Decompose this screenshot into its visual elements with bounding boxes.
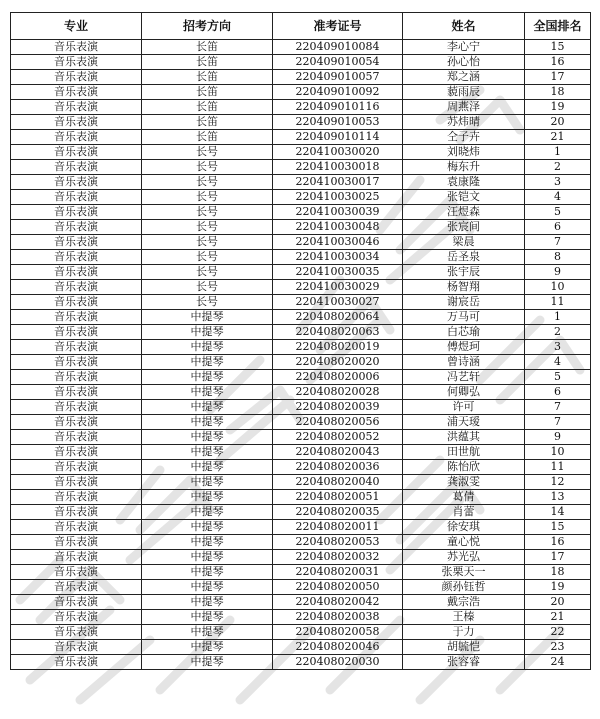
- cell-rank: 16: [525, 55, 591, 70]
- cell-exam-number: 220409010084: [273, 40, 403, 55]
- cell-major: 音乐表演: [11, 610, 142, 625]
- cell-rank: 20: [525, 115, 591, 130]
- cell-exam-number: 220410030020: [273, 145, 403, 160]
- table-row: [11, 610, 591, 625]
- cell-rank: 4: [525, 355, 591, 370]
- cell-rank: 7: [525, 400, 591, 415]
- cell-major: 音乐表演: [11, 100, 142, 115]
- cell-exam-number: 220408020040: [273, 475, 403, 490]
- cell-major: 音乐表演: [11, 655, 142, 670]
- cell-rank: 11: [525, 295, 591, 310]
- cell-exam-number: 220410030046: [273, 235, 403, 250]
- cell-name: 田世航: [403, 445, 525, 460]
- cell-exam-number: 220408020039: [273, 400, 403, 415]
- cell-major: 音乐表演: [11, 340, 142, 355]
- cell-name: 王榛: [403, 610, 525, 625]
- cell-name: 苏炜晴: [403, 115, 525, 130]
- cell-name: 浦天瑷: [403, 415, 525, 430]
- cell-major: 音乐表演: [11, 130, 142, 145]
- cell-major: 音乐表演: [11, 265, 142, 280]
- cell-major: 音乐表演: [11, 190, 142, 205]
- table-row: [11, 70, 591, 85]
- cell-major: 音乐表演: [11, 250, 142, 265]
- cell-rank: 10: [525, 445, 591, 460]
- cell-major: 音乐表演: [11, 325, 142, 340]
- cell-rank: 5: [525, 370, 591, 385]
- cell-direction: 中提琴: [142, 490, 273, 505]
- cell-name: 张铠文: [403, 190, 525, 205]
- table-row: [11, 55, 591, 70]
- cell-rank: 5: [525, 205, 591, 220]
- table-row: [11, 415, 591, 430]
- cell-major: 音乐表演: [11, 535, 142, 550]
- cell-direction: 中提琴: [142, 445, 273, 460]
- table-row: [11, 100, 591, 115]
- cell-exam-number: 220408020046: [273, 640, 403, 655]
- cell-name: 白芯瑜: [403, 325, 525, 340]
- cell-exam-number: 220410030029: [273, 280, 403, 295]
- cell-major: 音乐表演: [11, 175, 142, 190]
- table-row: [11, 385, 591, 400]
- cell-exam-number: 220408020030: [273, 655, 403, 670]
- cell-direction: 中提琴: [142, 505, 273, 520]
- cell-direction: 中提琴: [142, 475, 273, 490]
- cell-name: 仝子卉: [403, 130, 525, 145]
- cell-rank: 21: [525, 610, 591, 625]
- cell-major: 音乐表演: [11, 505, 142, 520]
- table-row: [11, 445, 591, 460]
- cell-name: 戴宗浩: [403, 595, 525, 610]
- cell-name: 梁晨: [403, 235, 525, 250]
- cell-direction: 长笛: [142, 115, 273, 130]
- cell-major: 音乐表演: [11, 595, 142, 610]
- cell-name: 龚淑雯: [403, 475, 525, 490]
- cell-name: 颜孙钰哲: [403, 580, 525, 595]
- cell-direction: 中提琴: [142, 400, 273, 415]
- table-row: [11, 190, 591, 205]
- cell-direction: 长笛: [142, 100, 273, 115]
- cell-exam-number: 220408020052: [273, 430, 403, 445]
- cell-exam-number: 220408020043: [273, 445, 403, 460]
- cell-rank: 15: [525, 40, 591, 55]
- cell-rank: 6: [525, 220, 591, 235]
- cell-direction: 长笛: [142, 85, 273, 100]
- table-row: [11, 310, 591, 325]
- cell-rank: 10: [525, 280, 591, 295]
- cell-major: 音乐表演: [11, 205, 142, 220]
- cell-major: 音乐表演: [11, 370, 142, 385]
- cell-direction: 中提琴: [142, 565, 273, 580]
- cell-major: 音乐表演: [11, 115, 142, 130]
- cell-major: 音乐表演: [11, 295, 142, 310]
- cell-major: 音乐表演: [11, 490, 142, 505]
- cell-exam-number: 220409010054: [273, 55, 403, 70]
- cell-rank: 3: [525, 175, 591, 190]
- table-row: [11, 640, 591, 655]
- table-row: [11, 565, 591, 580]
- cell-major: 音乐表演: [11, 565, 142, 580]
- cell-major: 音乐表演: [11, 460, 142, 475]
- cell-direction: 长号: [142, 280, 273, 295]
- cell-rank: 2: [525, 160, 591, 175]
- cell-direction: 中提琴: [142, 355, 273, 370]
- cell-rank: 18: [525, 85, 591, 100]
- table-row: [11, 355, 591, 370]
- table-row: [11, 205, 591, 220]
- cell-rank: 1: [525, 145, 591, 160]
- table-row: [11, 460, 591, 475]
- cell-major: 音乐表演: [11, 520, 142, 535]
- cell-rank: 1: [525, 310, 591, 325]
- cell-exam-number: 220410030025: [273, 190, 403, 205]
- cell-name: 徐安琪: [403, 520, 525, 535]
- table-row: [11, 475, 591, 490]
- cell-direction: 长号: [142, 145, 273, 160]
- cell-major: 音乐表演: [11, 55, 142, 70]
- cell-exam-number: 220408020053: [273, 535, 403, 550]
- cell-direction: 中提琴: [142, 610, 273, 625]
- table-row: [11, 370, 591, 385]
- cell-name: 孙心怡: [403, 55, 525, 70]
- cell-name: 郑之涵: [403, 70, 525, 85]
- table-row: [11, 160, 591, 175]
- table-row: [11, 580, 591, 595]
- table-row: [11, 220, 591, 235]
- table-row: [11, 550, 591, 565]
- cell-name: 傅煜珂: [403, 340, 525, 355]
- table-row: [11, 115, 591, 130]
- cell-rank: 8: [525, 250, 591, 265]
- table-row: [11, 265, 591, 280]
- cell-name: 胡毓恺: [403, 640, 525, 655]
- cell-direction: 长号: [142, 235, 273, 250]
- cell-direction: 长笛: [142, 55, 273, 70]
- cell-direction: 中提琴: [142, 385, 273, 400]
- cell-name: 于力: [403, 625, 525, 640]
- cell-direction: 中提琴: [142, 640, 273, 655]
- header-national-rank: 全国排名: [525, 13, 591, 40]
- cell-rank: 20: [525, 595, 591, 610]
- cell-rank: 24: [525, 655, 591, 670]
- cell-major: 音乐表演: [11, 430, 142, 445]
- table-row: [11, 595, 591, 610]
- cell-exam-number: 220408020019: [273, 340, 403, 355]
- cell-exam-number: 220408020032: [273, 550, 403, 565]
- cell-name: 刘晓炜: [403, 145, 525, 160]
- cell-name: 梅东升: [403, 160, 525, 175]
- table-row: [11, 655, 591, 670]
- cell-rank: 9: [525, 265, 591, 280]
- cell-direction: 长号: [142, 160, 273, 175]
- cell-exam-number: 220408020006: [273, 370, 403, 385]
- cell-exam-number: 220408020031: [273, 565, 403, 580]
- cell-direction: 中提琴: [142, 580, 273, 595]
- table-row: [11, 325, 591, 340]
- cell-direction: 长号: [142, 175, 273, 190]
- cell-direction: 中提琴: [142, 310, 273, 325]
- cell-name: 陈怡欣: [403, 460, 525, 475]
- cell-name: 汪煜森: [403, 205, 525, 220]
- cell-direction: 长号: [142, 265, 273, 280]
- table-row: [11, 130, 591, 145]
- cell-major: 音乐表演: [11, 400, 142, 415]
- cell-major: 音乐表演: [11, 220, 142, 235]
- table-row: [11, 340, 591, 355]
- table-body: [11, 40, 591, 670]
- cell-exam-number: 220408020058: [273, 625, 403, 640]
- cell-direction: 长号: [142, 190, 273, 205]
- cell-direction: 中提琴: [142, 340, 273, 355]
- cell-major: 音乐表演: [11, 550, 142, 565]
- cell-name: 冯艺轩: [403, 370, 525, 385]
- cell-major: 音乐表演: [11, 160, 142, 175]
- cell-direction: 长号: [142, 295, 273, 310]
- cell-exam-number: 220410030039: [273, 205, 403, 220]
- cell-name: 童心悦: [403, 535, 525, 550]
- header-exam-number: 准考证号: [273, 13, 403, 40]
- cell-major: 音乐表演: [11, 280, 142, 295]
- cell-rank: 17: [525, 70, 591, 85]
- table-row: [11, 520, 591, 535]
- cell-rank: 16: [525, 535, 591, 550]
- cell-direction: 中提琴: [142, 655, 273, 670]
- cell-exam-number: 220410030027: [273, 295, 403, 310]
- cell-rank: 13: [525, 490, 591, 505]
- table-row: [11, 430, 591, 445]
- cell-direction: 长笛: [142, 70, 273, 85]
- cell-rank: 9: [525, 430, 591, 445]
- table-row: [11, 40, 591, 55]
- table-row: [11, 625, 591, 640]
- cell-exam-number: 220409010053: [273, 115, 403, 130]
- table-header-row: [11, 13, 591, 40]
- cell-direction: 中提琴: [142, 415, 273, 430]
- cell-rank: 22: [525, 625, 591, 640]
- cell-exam-number: 220408020035: [273, 505, 403, 520]
- cell-exam-number: 220410030035: [273, 265, 403, 280]
- cell-direction: 中提琴: [142, 520, 273, 535]
- cell-name: 岳圣泉: [403, 250, 525, 265]
- cell-exam-number: 220408020063: [273, 325, 403, 340]
- table-row: [11, 145, 591, 160]
- cell-name: 许可: [403, 400, 525, 415]
- table-row: [11, 505, 591, 520]
- cell-direction: 中提琴: [142, 430, 273, 445]
- cell-rank: 15: [525, 520, 591, 535]
- table-row: [11, 175, 591, 190]
- cell-name: 袁康隆: [403, 175, 525, 190]
- cell-exam-number: 220409010092: [273, 85, 403, 100]
- cell-direction: 长号: [142, 205, 273, 220]
- cell-rank: 19: [525, 580, 591, 595]
- cell-direction: 长笛: [142, 130, 273, 145]
- cell-direction: 中提琴: [142, 625, 273, 640]
- cell-direction: 长号: [142, 220, 273, 235]
- cell-rank: 11: [525, 460, 591, 475]
- cell-major: 音乐表演: [11, 415, 142, 430]
- cell-major: 音乐表演: [11, 445, 142, 460]
- table-row: [11, 280, 591, 295]
- cell-rank: 4: [525, 190, 591, 205]
- cell-exam-number: 220408020051: [273, 490, 403, 505]
- cell-name: 洪蕴其: [403, 430, 525, 445]
- table-row: [11, 235, 591, 250]
- cell-exam-number: 220409010114: [273, 130, 403, 145]
- cell-rank: 18: [525, 565, 591, 580]
- cell-exam-number: 220408020050: [273, 580, 403, 595]
- cell-exam-number: 220408020011: [273, 520, 403, 535]
- cell-exam-number: 220409010057: [273, 70, 403, 85]
- cell-name: 周燕泽: [403, 100, 525, 115]
- cell-rank: 19: [525, 100, 591, 115]
- table-row: [11, 250, 591, 265]
- header-major: 专业: [11, 13, 142, 40]
- cell-exam-number: 220408020038: [273, 610, 403, 625]
- cell-name: 李心宁: [403, 40, 525, 55]
- cell-name: 张宇辰: [403, 265, 525, 280]
- cell-rank: 12: [525, 475, 591, 490]
- cell-major: 音乐表演: [11, 145, 142, 160]
- cell-exam-number: 220408020042: [273, 595, 403, 610]
- cell-exam-number: 220410030034: [273, 250, 403, 265]
- cell-name: 张宸间: [403, 220, 525, 235]
- cell-name: 肖蕾: [403, 505, 525, 520]
- cell-direction: 中提琴: [142, 535, 273, 550]
- cell-major: 音乐表演: [11, 475, 142, 490]
- cell-major: 音乐表演: [11, 235, 142, 250]
- cell-name: 谢宸岳: [403, 295, 525, 310]
- cell-name: 万马可: [403, 310, 525, 325]
- cell-exam-number: 220410030018: [273, 160, 403, 175]
- table-row: [11, 85, 591, 100]
- table-row: [11, 490, 591, 505]
- header-direction: 招考方向: [142, 13, 273, 40]
- cell-rank: 23: [525, 640, 591, 655]
- cell-name: 何卿弘: [403, 385, 525, 400]
- cell-exam-number: 220408020028: [273, 385, 403, 400]
- cell-rank: 6: [525, 385, 591, 400]
- table-row: [11, 295, 591, 310]
- cell-major: 音乐表演: [11, 310, 142, 325]
- cell-direction: 中提琴: [142, 595, 273, 610]
- cell-rank: 17: [525, 550, 591, 565]
- cell-name: 藐雨辰: [403, 85, 525, 100]
- cell-major: 音乐表演: [11, 580, 142, 595]
- cell-major: 音乐表演: [11, 85, 142, 100]
- cell-major: 音乐表演: [11, 70, 142, 85]
- cell-major: 音乐表演: [11, 385, 142, 400]
- cell-name: 葛倩: [403, 490, 525, 505]
- cell-rank: 7: [525, 415, 591, 430]
- cell-major: 音乐表演: [11, 625, 142, 640]
- table-row: [11, 400, 591, 415]
- cell-direction: 中提琴: [142, 550, 273, 565]
- cell-major: 音乐表演: [11, 640, 142, 655]
- cell-direction: 长号: [142, 250, 273, 265]
- cell-exam-number: 220410030048: [273, 220, 403, 235]
- cell-name: 杨智翔: [403, 280, 525, 295]
- table-row: [11, 535, 591, 550]
- cell-exam-number: 220408020064: [273, 310, 403, 325]
- cell-major: 音乐表演: [11, 355, 142, 370]
- cell-rank: 3: [525, 340, 591, 355]
- cell-direction: 中提琴: [142, 370, 273, 385]
- cell-exam-number: 220410030017: [273, 175, 403, 190]
- cell-rank: 7: [525, 235, 591, 250]
- cell-direction: 长笛: [142, 40, 273, 55]
- cell-rank: 2: [525, 325, 591, 340]
- cell-major: 音乐表演: [11, 40, 142, 55]
- cell-exam-number: 220408020056: [273, 415, 403, 430]
- cell-name: 张栗天一: [403, 565, 525, 580]
- cell-rank: 21: [525, 130, 591, 145]
- cell-exam-number: 220408020036: [273, 460, 403, 475]
- header-name: 姓名: [403, 13, 525, 40]
- cell-name: 苏光弘: [403, 550, 525, 565]
- cell-name: 张容睿: [403, 655, 525, 670]
- cell-rank: 14: [525, 505, 591, 520]
- cell-name: 曾诗涵: [403, 355, 525, 370]
- cell-exam-number: 220408020020: [273, 355, 403, 370]
- cell-exam-number: 220409010116: [273, 100, 403, 115]
- cell-direction: 中提琴: [142, 325, 273, 340]
- exam-ranking-table: [10, 12, 591, 670]
- cell-direction: 中提琴: [142, 460, 273, 475]
